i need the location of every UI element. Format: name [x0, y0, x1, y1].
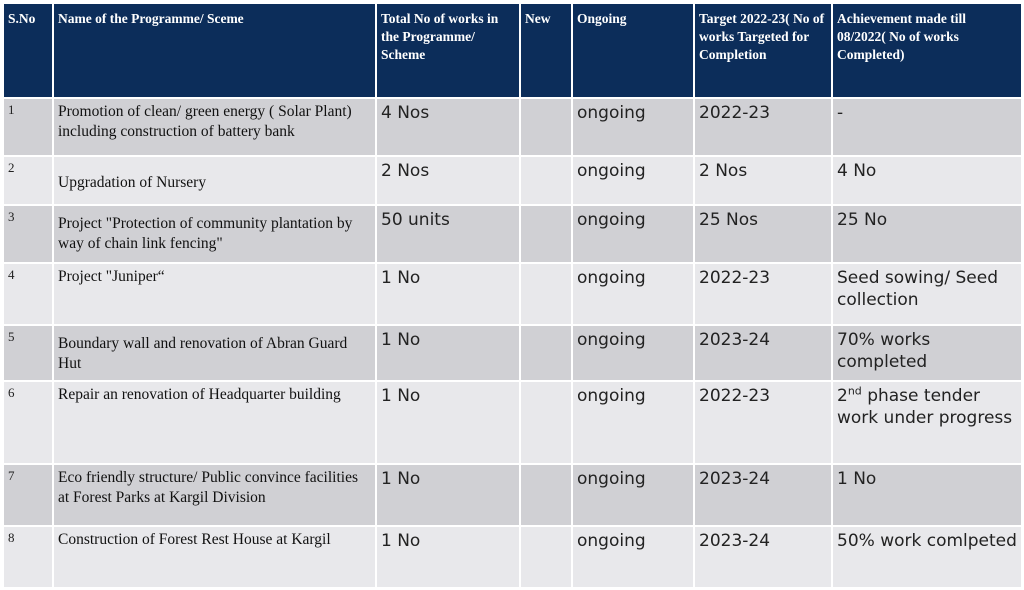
- cell-name: Repair an renovation of Headquarter building: [53, 381, 376, 464]
- cell-total: 1 No: [376, 464, 520, 526]
- header-name: Name of the Programme/ Sceme: [53, 3, 376, 98]
- cell-sno: 4: [3, 263, 53, 325]
- cell-ongoing: ongoing: [572, 263, 694, 325]
- cell-target: 2022-23: [694, 381, 832, 464]
- cell-sno: 6: [3, 381, 53, 464]
- cell-name: [53, 156, 376, 205]
- table-row: [3, 156, 1022, 205]
- cell-new: [520, 526, 572, 588]
- header-target: Target 2022-23( No of works Targeted for Completion: [694, 3, 832, 98]
- cell-total: 1 No: [376, 526, 520, 588]
- header-total: Total No of works in the Programme/ Scheme: [376, 3, 520, 98]
- header-ongoing: Ongoing: [572, 3, 694, 98]
- table-row: [3, 205, 1022, 263]
- cell-new: [520, 156, 572, 205]
- cell-name-text: Project "Protection of community plantation by way of chain link fencing": [58, 215, 353, 252]
- cell-sno: 5: [3, 325, 53, 381]
- cell-name: Construction of Forest Rest House at Kargil: [53, 526, 376, 588]
- cell-achievement: 25 No: [832, 205, 1022, 263]
- cell-target: 2023-24: [694, 464, 832, 526]
- table-row: [3, 526, 1022, 588]
- cell-name: Eco friendly structure/ Public convince facilities at Forest Parks at Kargil Division: [53, 464, 376, 526]
- achievement-ordinal-suffix: nd: [847, 384, 862, 398]
- cell-sno: 1: [3, 98, 53, 156]
- cell-total: 50 units: [376, 205, 520, 263]
- cell-name: Promotion of clean/ green energy ( Solar Plant) including construction of battery bank: [53, 98, 376, 156]
- achievement-text: phase tender work under progress: [837, 386, 1013, 428]
- header-row: [3, 3, 1022, 98]
- cell-name: Project "Juniper“: [53, 263, 376, 325]
- cell-sno: 3: [3, 205, 53, 263]
- header-sno: S.No: [3, 3, 53, 98]
- header-achievement: Achievement made till 08/2022( No of works Completed): [832, 3, 1022, 98]
- cell-achievement: 70% works completed: [832, 325, 1022, 381]
- cell-achievement: 4 No: [832, 156, 1022, 205]
- cell-ongoing: ongoing: [572, 325, 694, 381]
- cell-achievement: [832, 381, 1022, 464]
- cell-name-text: Upgradation of Nursery: [58, 174, 207, 191]
- cell-name: [53, 205, 376, 263]
- table-row: [3, 381, 1022, 464]
- cell-total: 1 No: [376, 325, 520, 381]
- cell-ongoing: ongoing: [572, 156, 694, 205]
- cell-sno: 2: [3, 156, 53, 205]
- cell-name-text: Boundary wall and renovation of Abran Guard Hut: [58, 335, 348, 372]
- achievement-ordinal: 2: [837, 386, 848, 406]
- cell-achievement: 1 No: [832, 464, 1022, 526]
- cell-total: 1 No: [376, 263, 520, 325]
- cell-target: 2022-23: [694, 98, 832, 156]
- cell-achievement: -: [832, 98, 1022, 156]
- cell-ongoing: ongoing: [572, 464, 694, 526]
- cell-new: [520, 98, 572, 156]
- table-row: [3, 325, 1022, 381]
- table-row: [3, 263, 1022, 325]
- cell-sno: 7: [3, 464, 53, 526]
- cell-target: 2023-24: [694, 325, 832, 381]
- cell-achievement: 50% work comlpeted: [832, 526, 1022, 588]
- cell-ongoing: ongoing: [572, 526, 694, 588]
- cell-achievement: Seed sowing/ Seed collection: [832, 263, 1022, 325]
- cell-sno: 8: [3, 526, 53, 588]
- cell-target: 2023-24: [694, 526, 832, 588]
- cell-total: 1 No: [376, 381, 520, 464]
- cell-ongoing: ongoing: [572, 381, 694, 464]
- cell-total: 2 Nos: [376, 156, 520, 205]
- cell-new: [520, 263, 572, 325]
- cell-new: [520, 205, 572, 263]
- cell-target: 2022-23: [694, 263, 832, 325]
- cell-total: 4 Nos: [376, 98, 520, 156]
- cell-ongoing: ongoing: [572, 98, 694, 156]
- cell-target: 25 Nos: [694, 205, 832, 263]
- cell-new: [520, 325, 572, 381]
- cell-ongoing: ongoing: [572, 205, 694, 263]
- table-row: [3, 464, 1022, 526]
- cell-new: [520, 381, 572, 464]
- cell-name: [53, 325, 376, 381]
- cell-new: [520, 464, 572, 526]
- header-new: New: [520, 3, 572, 98]
- table-row: [3, 98, 1022, 156]
- cell-target: 2 Nos: [694, 156, 832, 205]
- programme-table: [2, 2, 1023, 589]
